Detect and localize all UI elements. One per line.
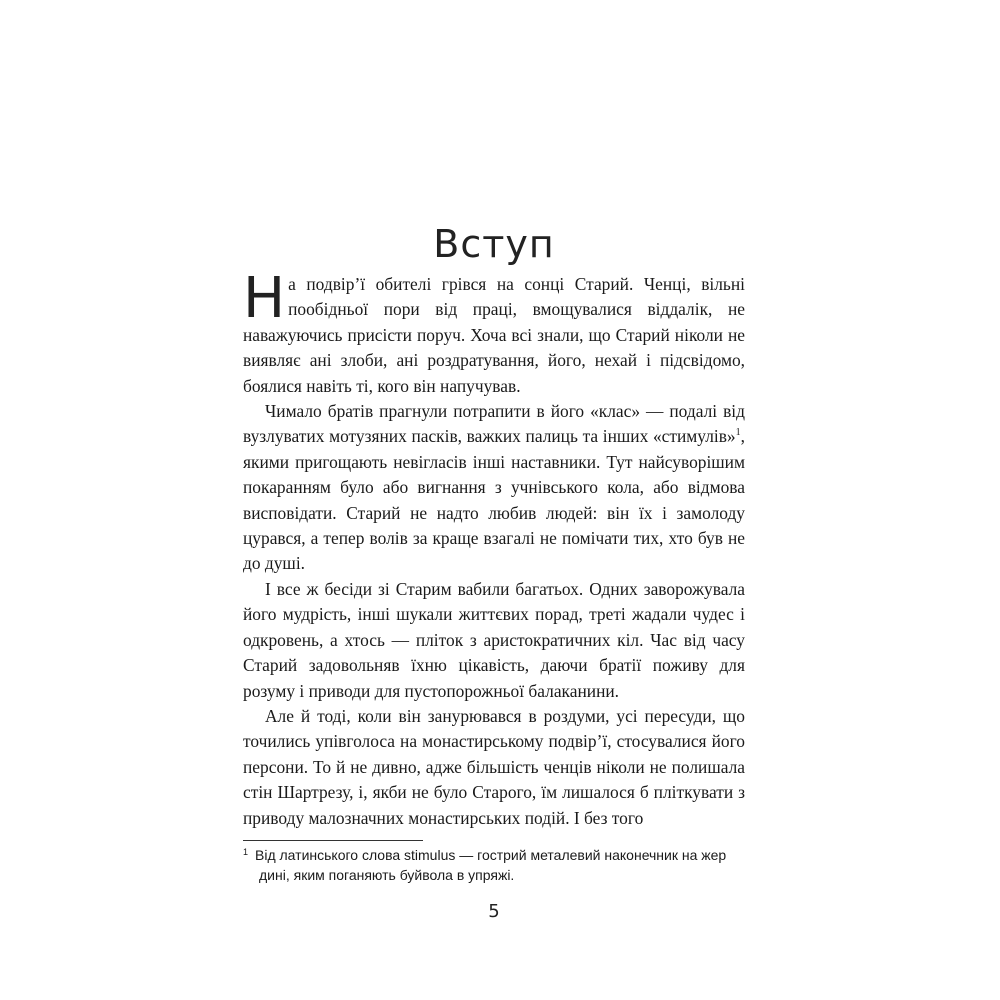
drop-cap: Н: [243, 266, 286, 331]
paragraph-2: [243, 399, 745, 577]
body-text: [243, 266, 745, 831]
paragraph-2-text-before: Чимало братів прагнули потрапити в його «клас» — подалі від вузлуватих мотузяних пасків, важких палиць та інших «стимулів»: [243, 401, 745, 447]
footnote-reference[interactable]: 1: [735, 427, 741, 439]
paragraph-4: Але й тоді, коли він занурювався в роздуми, усі пересуди, що точились упівголоса на монастирському подвір’ї, стосувалися його персони. То й не дивно, адже більшість ченців ніколи не полишала стін Шартрезу, і, якби не було Старого, їм лишалося б пліткувати з приводу малозначних монастирських подій. І без того: [243, 705, 745, 828]
chapter-title: Вступ: [433, 222, 555, 266]
footnote-line-1: 1 Від латинського слова stimulus — гострий металевий наконечник на жер: [243, 847, 727, 863]
footnote-text-2: дині, яким поганяють буйвола в упряжі.: [259, 867, 515, 883]
paragraph-2-text-after: , якими пригощають невігласів інші наставники. Тут найсуворішим покаранням було або вигнання з учнівського кола, або відмова висповідати. Старий не надто любив людей: він їх і замолоду цурався, а тепер волів за краще взагалі не помічати тих, хто був не до душі.: [243, 426, 745, 574]
book-page: [243, 0, 745, 1000]
footnote: [243, 845, 745, 885]
page-number: 5: [488, 901, 500, 922]
footnote-text-1: Від латинського слова stimulus — гострий металевий наконечник на жер: [255, 847, 727, 863]
paragraph-3: І все ж бесіди зі Старим вабили багатьох. Одних заворожувала його мудрість, інші шукали життєвих порад, треті жадали чудес і одкровень, а хтось — пліток з аристократичних кіл. Час від часу Старий задовольняв їхню цікавість, даючи братії поживу для розуму і приводи для пустопорожньої балаканини.: [243, 578, 745, 701]
footnote-divider: [243, 840, 423, 841]
paragraph-1-text: а подвір’ї обителі грівся на сонці Старий. Ченці, вільні пообідньої пори від праці, вмощувалися віддалік, не наважуючись присісти поруч. Хоча всі знали, що Старий ніколи не виявляє ані злоби, ані роздратування, його, нехай і підсвідомо, боялися навіть ті, кого він напучував.: [243, 274, 745, 396]
paragraph-1: [243, 266, 745, 399]
